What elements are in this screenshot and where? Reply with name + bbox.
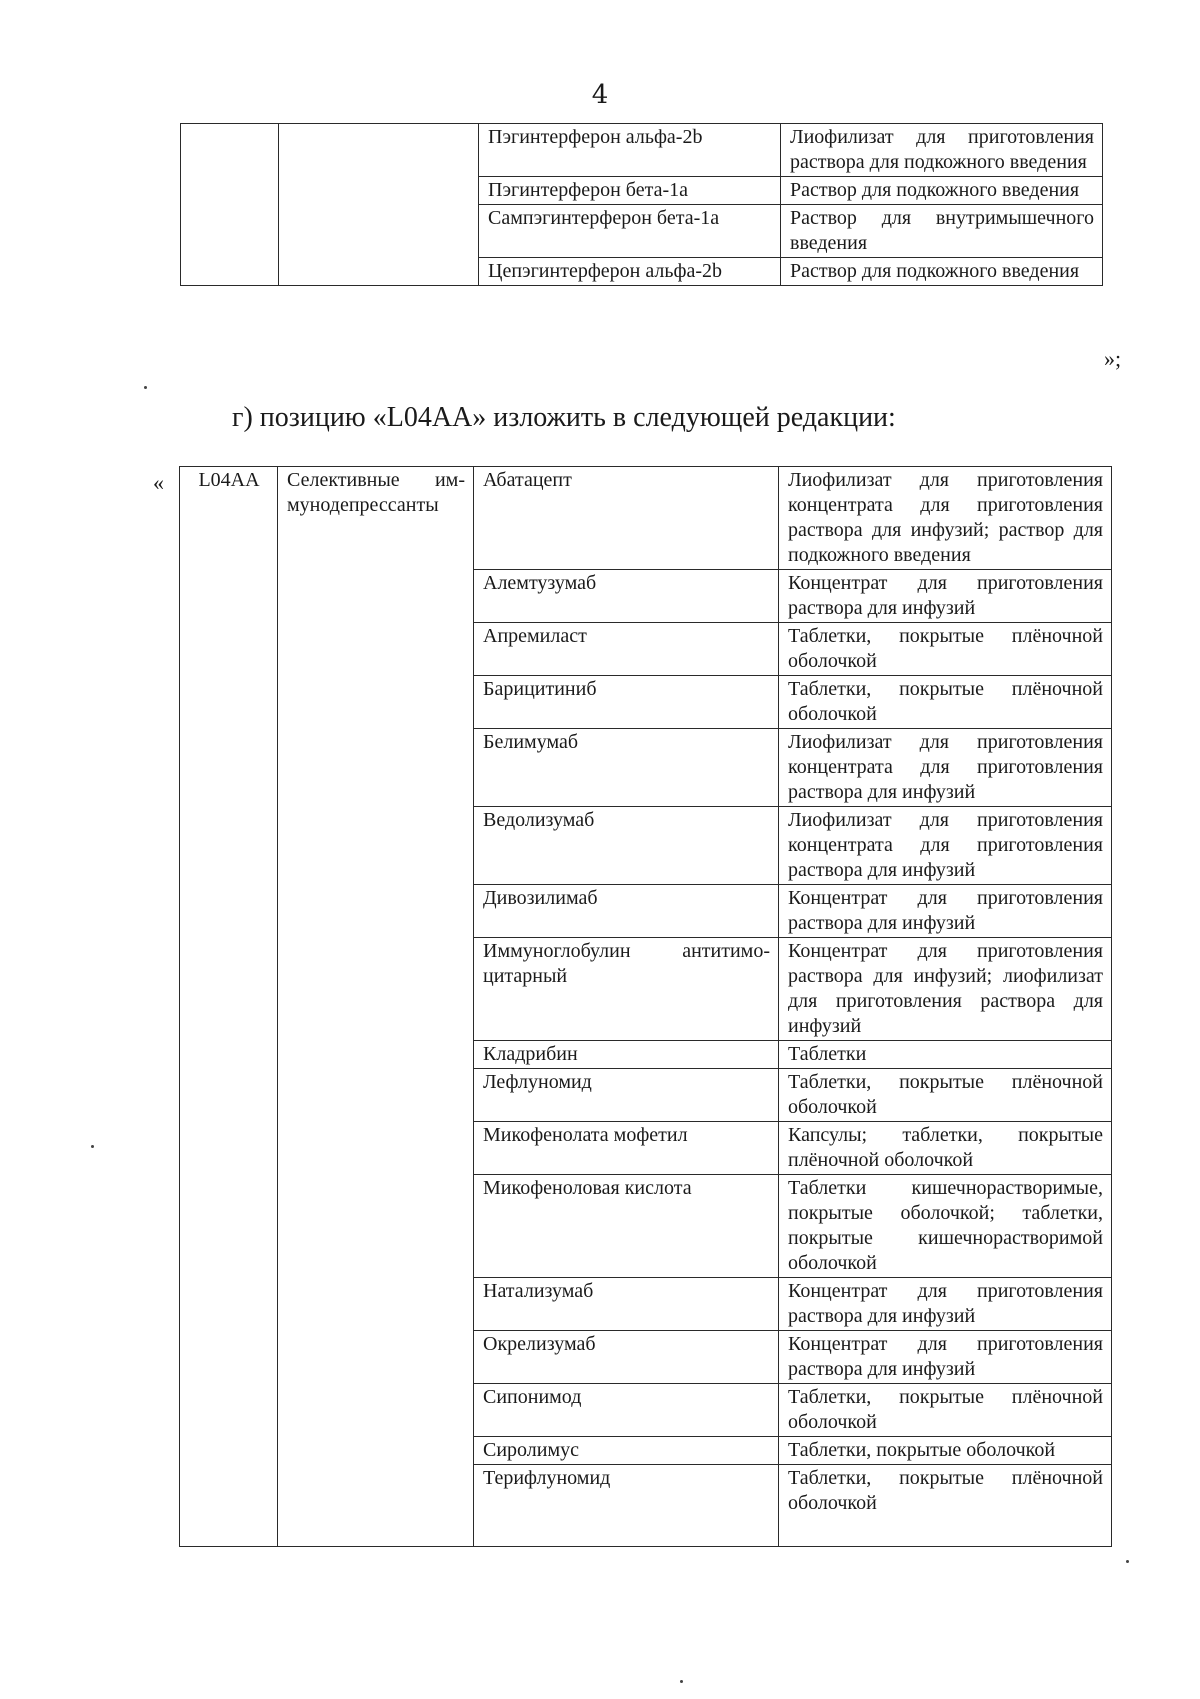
drug-name-cell: Барицитиниб — [474, 676, 779, 729]
drug-name-cell: Пэгинтерферон альфа-2b — [479, 124, 781, 177]
drug-name-cell: Ведолизумаб — [474, 807, 779, 885]
dosage-form-cell: Таблетки, покрытые плёночной оболочкой — [779, 1465, 1112, 1547]
dosage-form-cell: Таблетки, покрытые плёночной оболочкой — [779, 1069, 1112, 1122]
dosage-form-cell: Концентрат для приготовления раствора для инфузий — [779, 1278, 1112, 1331]
dosage-form-cell: Таблетки — [779, 1041, 1112, 1069]
drug-name-cell: Дивозилимаб — [474, 885, 779, 938]
amendment-heading: г) позицию «L04AA» изложить в следующей редакции: — [232, 402, 896, 433]
dosage-form-cell: Таблетки, покрытые плёночной оболочкой — [779, 623, 1112, 676]
dosage-form-cell: Капсулы; таблетки, покрытые плёночной оболочкой — [779, 1122, 1112, 1175]
code-cell — [181, 124, 279, 286]
dosage-form-cell: Лиофилизат для приготовления концентрата для приготовления раствора для инфузий; раствор для подкожного введения — [779, 467, 1112, 570]
table-row — [181, 124, 1103, 177]
dosage-form-cell: Раствор для внутримышечного введения — [781, 205, 1103, 258]
dosage-form-cell: Концентрат для приготовления раствора для инфузий; лиофилизат для приготовления раствора для инфузий — [779, 938, 1112, 1041]
drug-name-cell: Белимумаб — [474, 729, 779, 807]
drug-name-cell: Микофенолата мофетил — [474, 1122, 779, 1175]
opening-quote: « — [153, 470, 164, 495]
drug-name-cell: Окрелизумаб — [474, 1331, 779, 1384]
dosage-form-cell: Таблетки кишечнорастворимые, покрытые оболочкой; таблетки, покрытые кишечнорастворимой оболочкой — [779, 1175, 1112, 1278]
drug-name-cell: Сампэгинтерферон бета-1a — [479, 205, 781, 258]
drug-name-cell: Терифлуномид — [474, 1465, 779, 1547]
dosage-form-cell: Раствор для подкожного введения — [781, 258, 1103, 286]
drug-name-cell: Кладрибин — [474, 1041, 779, 1069]
dosage-form-cell: Таблетки, покрытые плёночной оболочкой — [779, 1384, 1112, 1437]
drug-name-cell: Алемтузумаб — [474, 570, 779, 623]
drug-table-continued — [180, 123, 1103, 286]
dosage-form-cell: Лиофилизат для приготовления концентрата для приготовления раствора для инфузий — [779, 807, 1112, 885]
drug-name-cell: Апремиласт — [474, 623, 779, 676]
dosage-form-cell: Концентрат для приготовления раствора для инфузий — [779, 570, 1112, 623]
scan-speck — [91, 1145, 94, 1148]
closing-quote: »; — [1104, 346, 1122, 371]
dosage-form-cell: Таблетки, покрытые оболочкой — [779, 1437, 1112, 1465]
drug-name-cell: Микофеноловая кислота — [474, 1175, 779, 1278]
atc-code-cell: L04AA — [180, 467, 278, 1547]
scan-speck — [680, 1680, 683, 1683]
dosage-form-cell: Лиофилизат для приготовления концентрата для приготовления раствора для инфузий — [779, 729, 1112, 807]
drug-name-cell: Сипонимод — [474, 1384, 779, 1437]
dosage-form-cell: Лиофилизат для приготовления раствора для подкожного введения — [781, 124, 1103, 177]
dosage-form-cell: Таблетки, покрытые плёночной оболочкой — [779, 676, 1112, 729]
page-number: 4 — [591, 80, 609, 110]
dosage-form-cell: Концентрат для приготовления раствора для инфузий — [779, 885, 1112, 938]
dosage-form-cell: Концентрат для приготовления раствора для инфузий — [779, 1331, 1112, 1384]
group-name-cell: Селективные иммунодепрессанты — [278, 467, 474, 1547]
drug-name-cell: Лефлуномид — [474, 1069, 779, 1122]
group-cell — [279, 124, 479, 286]
drug-name-cell: Цепэгинтерферон альфа-2b — [479, 258, 781, 286]
drug-name-cell: Натализумаб — [474, 1278, 779, 1331]
table-row — [180, 467, 1112, 570]
scan-speck — [1126, 1560, 1129, 1563]
drug-name-cell: Сиролимус — [474, 1437, 779, 1465]
drug-name-cell: Иммуноглобулин антитимоцитарный — [474, 938, 779, 1041]
drug-table-l04aa — [179, 466, 1112, 1547]
drug-name-cell: Пэгинтерферон бета-1a — [479, 177, 781, 205]
drug-name-cell: Абатацепт — [474, 467, 779, 570]
dosage-form-cell: Раствор для подкожного введения — [781, 177, 1103, 205]
scan-speck — [144, 386, 147, 389]
